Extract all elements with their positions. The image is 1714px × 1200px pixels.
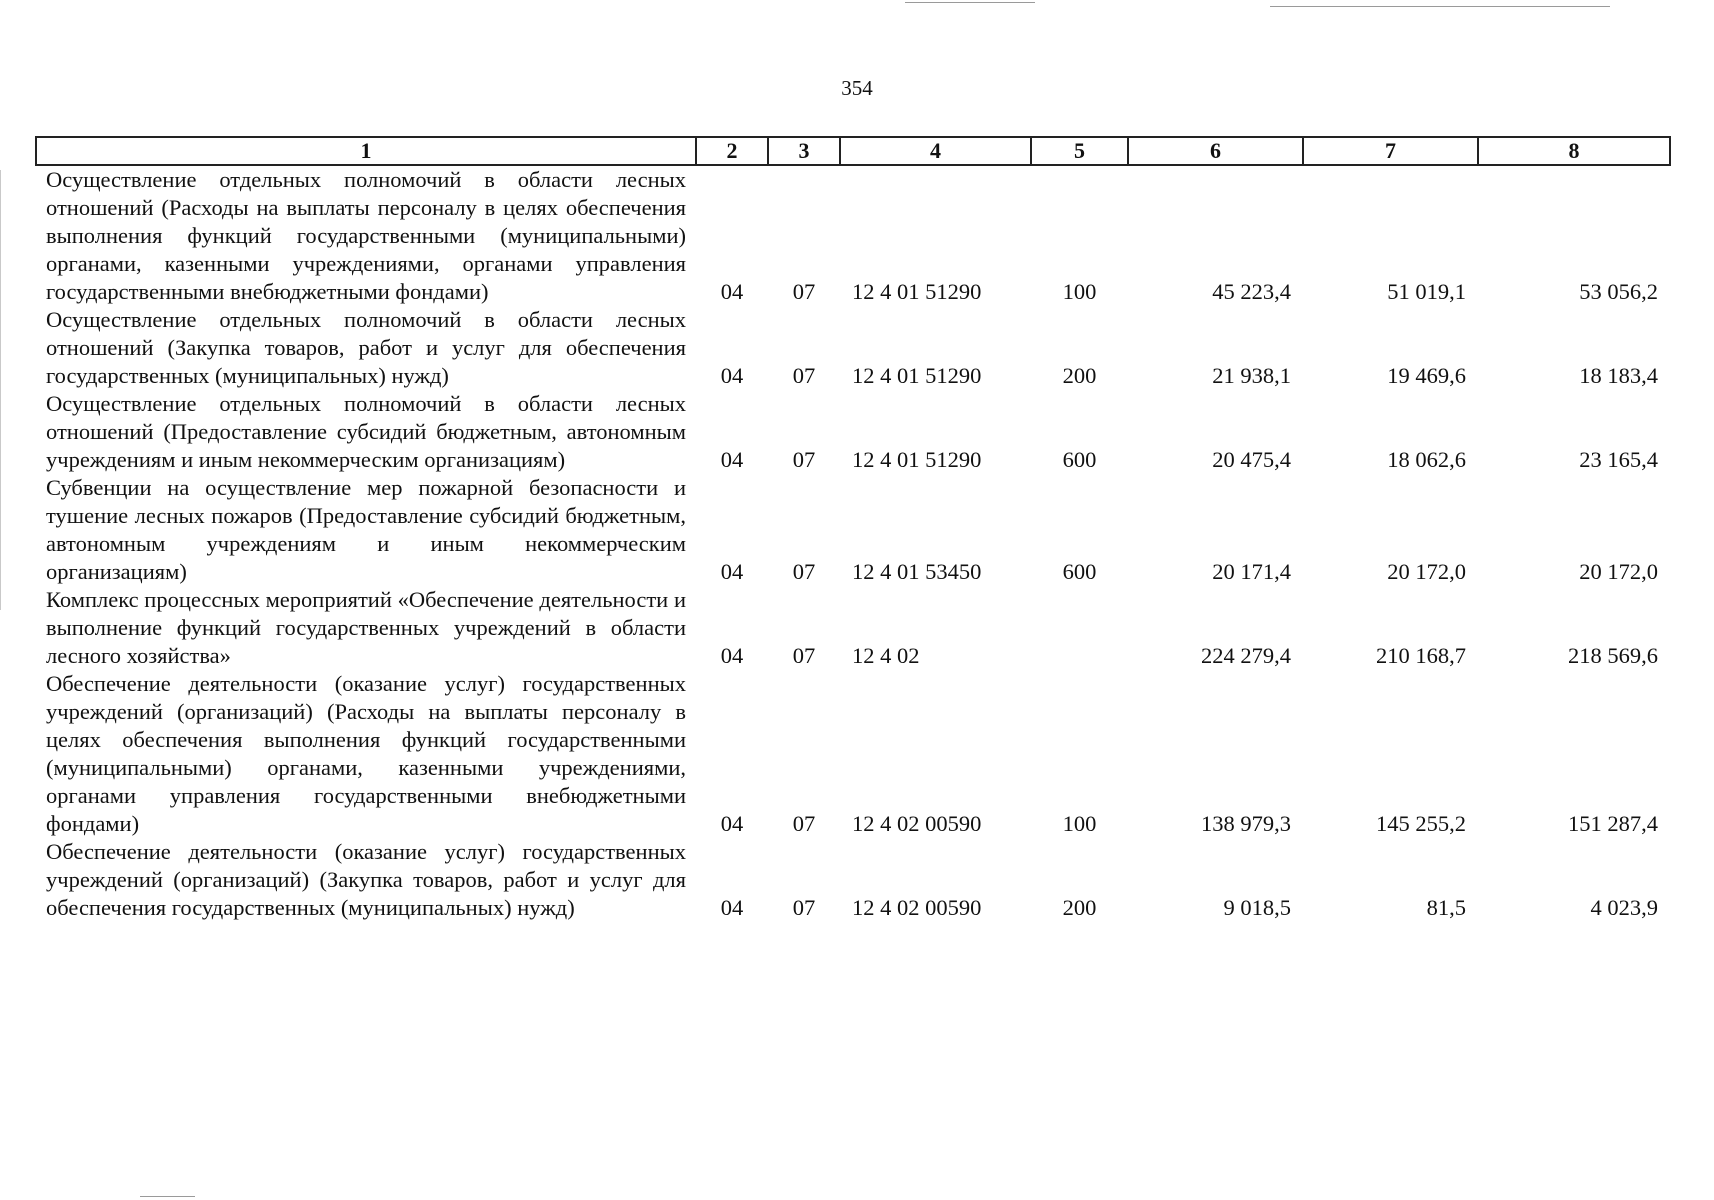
row-amount-col8: 53 056,2 — [1579, 279, 1658, 304]
row-amount-col6: 224 279,4 — [1201, 643, 1291, 668]
column-header-8: 8 — [1478, 137, 1670, 165]
row-amount-col8: 20 172,0 — [1579, 559, 1658, 584]
row-amount-col7: 20 172,0 — [1387, 559, 1466, 584]
table-row — [36, 474, 1670, 586]
column-header-2: 2 — [696, 137, 768, 165]
row-amount-col7: 19 469,6 — [1387, 363, 1466, 388]
column-header-4: 4 — [840, 137, 1031, 165]
row-subsection-code: 07 — [792, 895, 816, 920]
column-header-3: 3 — [768, 137, 840, 165]
row-amount-col8: 18 183,4 — [1579, 363, 1658, 388]
row-description: Осуществление отдельных полномочий в области лесных отношений (Предоставление субсидий бюджетным, автономным учреждениям и иным некоммерческим организациям) — [46, 391, 686, 472]
scan-artifact-line — [905, 2, 1035, 3]
row-subsection-code: 07 — [792, 447, 816, 472]
row-amount-col7: 18 062,6 — [1387, 447, 1466, 472]
scan-artifact-line — [1270, 6, 1610, 7]
table-body — [36, 165, 1670, 922]
table-row — [36, 165, 1670, 306]
row-section-code: 04 — [720, 279, 744, 304]
row-section-code: 04 — [720, 643, 744, 668]
row-description: Комплекс процессных мероприятий «Обеспечение деятельности и выполнение функций государственных учреждений в области лесного хозяйства» — [46, 587, 686, 668]
scan-page-edge — [0, 170, 1, 610]
row-amount-col7: 145 255,2 — [1376, 811, 1466, 836]
row-amount-col6: 20 171,4 — [1212, 559, 1291, 584]
table-row — [36, 670, 1670, 838]
row-amount-col8: 4 023,9 — [1590, 895, 1658, 920]
row-expense-type: 200 — [1062, 363, 1097, 388]
row-amount-col7: 81,5 — [1426, 895, 1466, 920]
row-subsection-code: 07 — [792, 643, 816, 668]
column-header-7: 7 — [1303, 137, 1478, 165]
row-subsection-code: 07 — [792, 363, 816, 388]
row-section-code: 04 — [720, 559, 744, 584]
row-subsection-code: 07 — [792, 559, 816, 584]
row-amount-col6: 45 223,4 — [1212, 279, 1291, 304]
row-amount-col6: 138 979,3 — [1201, 811, 1291, 836]
table-row — [36, 390, 1670, 474]
budget-table — [35, 136, 1671, 922]
row-expense-type: 100 — [1062, 811, 1097, 836]
row-section-code: 04 — [720, 895, 744, 920]
row-target-article: 12 4 01 51290 — [852, 447, 982, 472]
row-expense-type: 600 — [1062, 559, 1097, 584]
row-section-code: 04 — [720, 363, 744, 388]
row-amount-col6: 20 475,4 — [1212, 447, 1291, 472]
column-header-1: 1 — [36, 137, 696, 165]
row-description: Субвенции на осуществление мер пожарной безопасности и тушение лесных пожаров (Предоставление субсидий бюджетным, автономным учреждениям и иным некоммерческим организациям) — [46, 475, 686, 584]
row-target-article: 12 4 02 — [852, 643, 920, 668]
column-header-6: 6 — [1128, 137, 1303, 165]
row-amount-col8: 23 165,4 — [1579, 447, 1658, 472]
row-target-article: 12 4 02 00590 — [852, 811, 982, 836]
row-target-article: 12 4 01 51290 — [852, 279, 982, 304]
table-row — [36, 838, 1670, 922]
row-amount-col6: 9 018,5 — [1223, 895, 1291, 920]
row-amount-col7: 51 019,1 — [1387, 279, 1466, 304]
row-expense-type: 100 — [1062, 279, 1097, 304]
table-row — [36, 306, 1670, 390]
row-description: Обеспечение деятельности (оказание услуг) государственных учреждений (организаций) (Закупка товаров, работ и услуг для обеспечения государственных (муниципальных) нужд) — [46, 839, 686, 920]
row-amount-col6: 21 938,1 — [1212, 363, 1291, 388]
table-row — [36, 586, 1670, 670]
table-header — [36, 137, 1670, 165]
row-subsection-code: 07 — [792, 811, 816, 836]
row-description: Осуществление отдельных полномочий в области лесных отношений (Расходы на выплаты персоналу в целях обеспечения выполнения функций государственными (муниципальными) органами, казенными учреждениями, органами управления государственными внебюджетными фондами) — [46, 167, 686, 304]
row-amount-col8: 151 287,4 — [1568, 811, 1658, 836]
row-amount-col8: 218 569,6 — [1568, 643, 1658, 668]
row-description: Осуществление отдельных полномочий в области лесных отношений (Закупка товаров, работ и услуг для обеспечения государственных (муниципальных) нужд) — [46, 307, 686, 388]
row-section-code: 04 — [720, 447, 744, 472]
row-expense-type: 600 — [1062, 447, 1097, 472]
scan-artifact-line — [140, 1196, 195, 1197]
row-target-article: 12 4 01 53450 — [852, 559, 982, 584]
page-number: 354 — [841, 76, 873, 100]
row-expense-type — [1031, 586, 1128, 670]
row-subsection-code: 07 — [792, 279, 816, 304]
row-expense-type: 200 — [1062, 895, 1097, 920]
row-target-article: 12 4 01 51290 — [852, 363, 982, 388]
header-row — [36, 137, 1670, 165]
row-target-article: 12 4 02 00590 — [852, 895, 982, 920]
row-amount-col7: 210 168,7 — [1376, 643, 1466, 668]
row-description: Обеспечение деятельности (оказание услуг) государственных учреждений (организаций) (Расходы на выплаты персоналу в целях обеспечения выполнения функций государственными (муниципальными) органами, казенными учреждениями, органами управления государственными внебюджетными фондами) — [46, 671, 686, 836]
row-section-code: 04 — [720, 811, 744, 836]
column-header-5: 5 — [1031, 137, 1128, 165]
